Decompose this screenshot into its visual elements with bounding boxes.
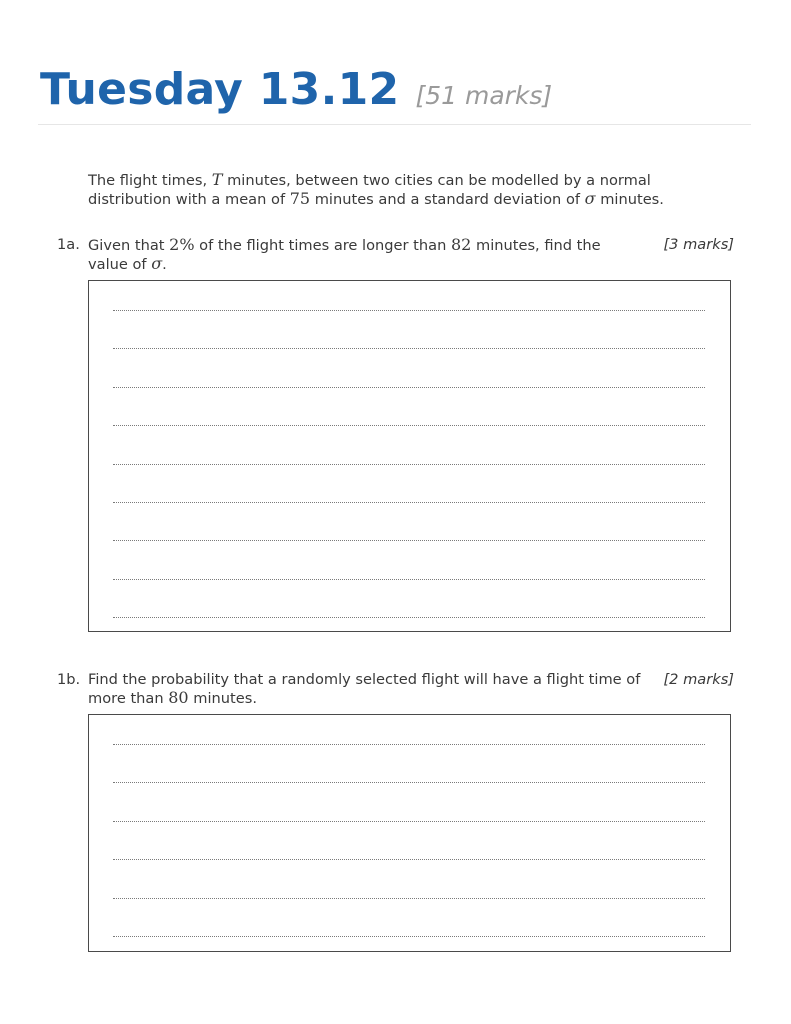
answer-line (113, 859, 705, 860)
mean-value: 75 (289, 189, 311, 208)
intro-text: minutes and a standard deviation of (310, 191, 585, 208)
question-marks-1b: [2 marks] (663, 671, 734, 688)
intro-text: The flight times, (88, 172, 212, 189)
answer-line (113, 310, 705, 311)
question-text-part: Find the probability that a randomly selected flight will have a flight time of more than (88, 671, 641, 707)
question-text-part: of the flight times are longer than (194, 237, 451, 254)
answer-line (113, 821, 705, 822)
answer-line (113, 502, 705, 503)
question-marks-1a: [3 marks] (663, 236, 734, 253)
answer-line (113, 348, 705, 349)
percent-value: 2% (169, 235, 195, 254)
header-divider (38, 124, 751, 125)
page-header (40, 64, 552, 115)
question-text-1a (88, 236, 628, 274)
threshold-value: 82 (450, 235, 472, 254)
question-text-part: minutes, find the value of (88, 237, 601, 273)
question-intro (88, 171, 738, 209)
answer-line (113, 579, 705, 580)
answer-line (113, 744, 705, 745)
page-title: Tuesday 13.12 (40, 64, 400, 115)
sigma-symbol: σ (584, 189, 596, 208)
question-number-1a: 1a. (57, 236, 80, 253)
answer-line (113, 936, 705, 937)
answer-line (113, 540, 705, 541)
question-text-part: minutes. (188, 690, 257, 707)
sigma-symbol: σ (151, 254, 163, 273)
answer-line (113, 387, 705, 388)
question-text-part: . (162, 256, 167, 273)
question-number-1b: 1b. (57, 671, 81, 688)
total-marks-label: [51 marks] (415, 81, 553, 110)
answer-line (113, 425, 705, 426)
question-text-part: Given that (88, 237, 170, 254)
answer-box-1a[interactable] (88, 280, 731, 632)
answer-line (113, 898, 705, 899)
answer-line (113, 782, 705, 783)
answer-line (113, 464, 705, 465)
intro-text: minutes, between two cities can be modelled by a normal distribution with a mean of (88, 172, 651, 208)
intro-text: minutes. (595, 191, 664, 208)
answer-box-1b[interactable] (88, 714, 731, 952)
threshold-value: 80 (168, 688, 189, 707)
answer-line (113, 617, 705, 618)
variable-t: T (211, 170, 223, 189)
question-text-1b (88, 671, 660, 708)
